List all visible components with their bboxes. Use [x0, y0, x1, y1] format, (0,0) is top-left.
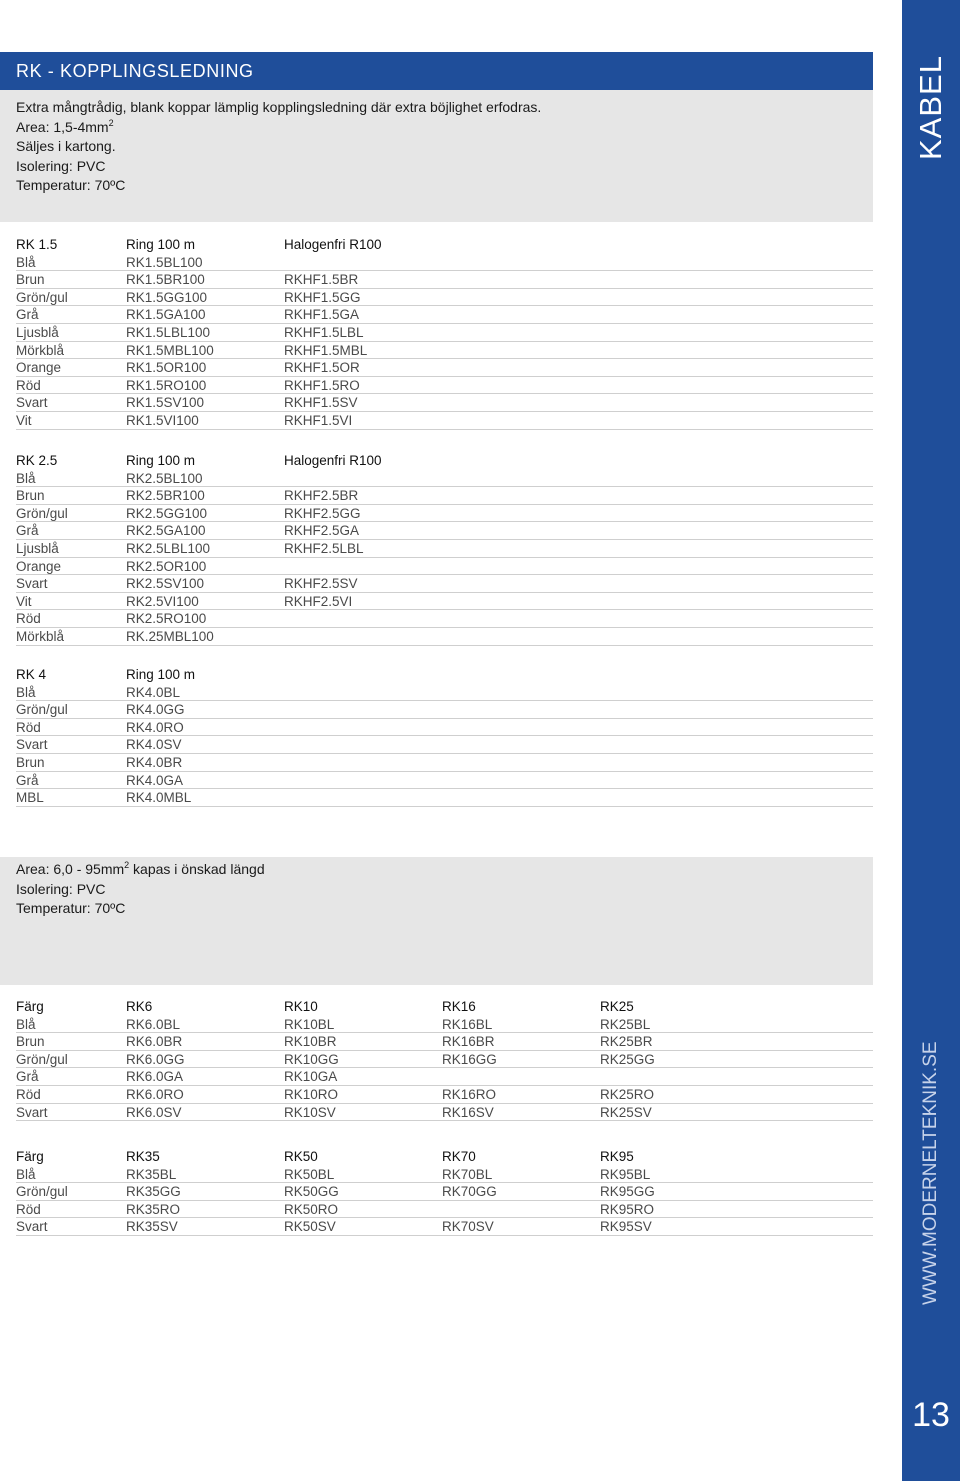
article-number-cell: RK4.0BL: [126, 684, 181, 700]
article-number-cell: RK70GG: [442, 1184, 497, 1200]
color-name-cell: Grå: [16, 307, 39, 323]
column-header: RK35: [126, 1149, 160, 1164]
table-row: [16, 412, 873, 430]
column-header: RK95: [600, 1149, 634, 1164]
column-header: RK 2.5: [16, 453, 58, 468]
table-row: [16, 736, 873, 754]
table-rk6-rk25: [16, 998, 873, 1121]
article-number-cell: RK95SV: [600, 1219, 652, 1235]
article-number-cell: [284, 470, 534, 487]
article-number-cell: RK.25MBL100: [126, 628, 214, 644]
large-insulation-spec: Isolering: PVC: [16, 880, 106, 897]
website-url[interactable]: WWW.MODERNELTEKNIK.SE: [920, 1041, 941, 1305]
article-number-cell: RK4.0SV: [126, 737, 182, 753]
article-number-cell: RK25GG: [600, 1051, 655, 1067]
article-number-cell: [284, 684, 534, 701]
table-row: [16, 306, 873, 324]
column-header: RK50: [284, 1149, 318, 1164]
article-number-cell: RKHF1.5OR: [284, 360, 360, 376]
article-number-cell: RK6.0RO: [126, 1086, 184, 1102]
page-number: 13: [912, 1396, 950, 1434]
color-name-cell: Röd: [16, 1086, 41, 1102]
article-number-cell: RK4.0MBL: [126, 790, 192, 806]
column-header: RK70: [442, 1149, 476, 1164]
column-header: RK16: [442, 999, 476, 1014]
article-number-cell: RK50GG: [284, 1184, 339, 1200]
article-number-cell: [600, 1068, 758, 1085]
color-name-cell: Grön/gul: [16, 702, 68, 718]
table-row: [16, 1218, 873, 1236]
article-number-cell: RK35SV: [126, 1219, 178, 1235]
column-header: Halogenfri R100: [284, 453, 382, 468]
table-rk35-rk95: [16, 1148, 873, 1236]
article-number-cell: [284, 558, 534, 575]
article-number-cell: RK16RO: [442, 1086, 497, 1102]
color-name-cell: Ljusblå: [16, 540, 59, 556]
table-rk-1-5: [16, 236, 873, 430]
article-number-cell: RK50SV: [284, 1219, 336, 1235]
area-superscript: 2: [108, 117, 114, 128]
article-number-cell: RK50BL: [284, 1166, 335, 1182]
article-number-cell: RK1.5RO100: [126, 377, 207, 393]
article-number-cell: RKHF1.5RO: [284, 377, 360, 393]
article-number-cell: RKHF1.5MBL: [284, 342, 368, 358]
table-row: [16, 271, 873, 289]
article-number-cell: RK1.5MBL100: [126, 342, 214, 358]
article-number-cell: RK10RO: [284, 1086, 339, 1102]
color-name-cell: Grå: [16, 1069, 39, 1085]
color-name-cell: Brun: [16, 754, 45, 770]
article-number-cell: RK10BL: [284, 1016, 335, 1032]
article-number-cell: RK4.0BR: [126, 754, 183, 770]
article-number-cell: RK1.5LBL100: [126, 324, 211, 340]
article-number-cell: RKHF2.5VI: [284, 593, 353, 609]
color-name-cell: Brun: [16, 488, 45, 504]
article-number-cell: RK16SV: [442, 1104, 494, 1120]
article-number-cell: RK35GG: [126, 1184, 181, 1200]
color-name-cell: Brun: [16, 272, 45, 288]
column-header: Ring 100 m: [126, 453, 196, 468]
article-number-cell: RK6.0BL: [126, 1016, 181, 1032]
article-number-cell: RK2.5VI100: [126, 593, 199, 609]
article-number-cell: [284, 701, 534, 718]
table-row: [16, 359, 873, 377]
article-number-cell: RK2.5BR100: [126, 488, 205, 504]
article-number-cell: RK10SV: [284, 1104, 336, 1120]
color-name-cell: Röd: [16, 377, 41, 393]
table-row: [16, 470, 873, 488]
article-number-cell: RK25BL: [600, 1016, 651, 1032]
table-row: [16, 772, 873, 790]
article-number-cell: RK2.5OR100: [126, 558, 207, 574]
article-number-cell: RKHF2.5GG: [284, 505, 361, 521]
article-number-cell: RK1.5GA100: [126, 307, 206, 323]
insulation-spec: Isolering: PVC: [16, 157, 106, 174]
large-area-superscript: 2: [124, 860, 130, 870]
article-number-cell: RK2.5GG100: [126, 505, 208, 521]
article-number-cell: RK4.0GA: [126, 772, 184, 788]
table-row: [16, 377, 873, 395]
table-row: [16, 1183, 873, 1201]
table-row: [16, 610, 873, 628]
color-name-cell: Röd: [16, 719, 41, 735]
column-header: RK10: [284, 999, 318, 1014]
table-row: [16, 394, 873, 412]
article-number-cell: RK1.5OR100: [126, 360, 207, 376]
color-name-cell: Ljusblå: [16, 324, 59, 340]
table-row: [16, 289, 873, 307]
table-rk-2-5: [16, 452, 873, 646]
column-header: RK 4: [16, 667, 47, 682]
table-row: [16, 342, 873, 360]
table-header-row: [16, 1148, 873, 1166]
table-row: [16, 1104, 873, 1122]
article-number-cell: [284, 719, 534, 736]
table-row: [16, 1051, 873, 1069]
article-number-cell: RKHF2.5LBL: [284, 540, 364, 556]
color-name-cell: Blå: [16, 1166, 36, 1182]
article-number-cell: RK35BL: [126, 1166, 177, 1182]
article-number-cell: RK16GG: [442, 1051, 497, 1067]
article-number-cell: RK95RO: [600, 1201, 655, 1217]
color-name-cell: Orange: [16, 558, 62, 574]
article-number-cell: RK4.0GG: [126, 702, 185, 718]
article-number-cell: RKHF2.5GA: [284, 523, 360, 539]
article-number-cell: RK4.0RO: [126, 719, 184, 735]
color-name-cell: Röd: [16, 1201, 41, 1217]
temperature-spec: Temperatur: 70ºC: [16, 177, 126, 193]
article-number-cell: [284, 610, 534, 627]
product-description: Extra mångtrådig, blank koppar lämplig kopplingsledning där extra böjlighet erfodras.: [16, 99, 542, 115]
table-row: [16, 1086, 873, 1104]
article-number-cell: RKHF2.5SV: [284, 576, 358, 592]
large-area-spec: [16, 860, 857, 880]
article-number-cell: RKHF1.5VI: [284, 412, 353, 428]
column-header: RK25: [600, 999, 634, 1014]
color-name-cell: Brun: [16, 1034, 45, 1050]
color-name-cell: Mörkblå: [16, 628, 65, 644]
table-header-row: [16, 452, 873, 470]
column-header: RK 1.5: [16, 237, 58, 252]
color-name-cell: Grön/gul: [16, 505, 68, 521]
article-number-cell: RK2.5SV100: [126, 576, 205, 592]
article-number-cell: RK1.5GG100: [126, 289, 208, 305]
table-row: [16, 754, 873, 772]
article-number-cell: RKHF1.5LBL: [284, 324, 364, 340]
article-number-cell: [284, 754, 534, 771]
article-number-cell: RK35RO: [126, 1201, 181, 1217]
article-number-cell: RK25SV: [600, 1104, 652, 1120]
article-number-cell: [284, 736, 534, 753]
color-name-cell: Grå: [16, 772, 39, 788]
article-number-cell: RK6.0GA: [126, 1069, 184, 1085]
article-number-cell: RK70BL: [442, 1166, 493, 1182]
color-name-cell: Blå: [16, 1016, 36, 1032]
article-number-cell: [284, 254, 534, 271]
table-row: [16, 684, 873, 702]
color-name-cell: Grön/gul: [16, 289, 68, 305]
large-area-suffix: kapas i önskad längd: [129, 861, 265, 877]
column-header: RK6: [126, 999, 153, 1014]
color-name-cell: Vit: [16, 593, 32, 609]
article-number-cell: RKHF1.5GA: [284, 307, 360, 323]
product-title-bar: [0, 52, 873, 90]
table-row: [16, 558, 873, 576]
color-name-cell: Blå: [16, 470, 36, 486]
article-number-cell: RK95BL: [600, 1166, 651, 1182]
table-row: [16, 1068, 873, 1086]
color-name-cell: Mörkblå: [16, 342, 65, 358]
table-header-row: [16, 666, 873, 684]
article-number-cell: RK70SV: [442, 1219, 494, 1235]
column-header: Färg: [16, 1149, 44, 1164]
article-number-cell: RK10BR: [284, 1034, 337, 1050]
color-name-cell: Blå: [16, 684, 36, 700]
color-name-cell: Svart: [16, 1219, 48, 1235]
color-name-cell: Grön/gul: [16, 1184, 68, 1200]
color-name-cell: Orange: [16, 360, 62, 376]
color-name-cell: Blå: [16, 254, 36, 270]
column-header: Ring 100 m: [126, 237, 196, 252]
table-row: [16, 789, 873, 807]
article-number-cell: RK1.5SV100: [126, 395, 205, 411]
article-number-cell: RK16BR: [442, 1034, 495, 1050]
package-info: Säljes i kartong.: [16, 138, 116, 154]
article-number-cell: RK1.5BR100: [126, 272, 205, 288]
color-name-cell: Svart: [16, 1104, 48, 1120]
article-number-cell: RK10GA: [284, 1069, 338, 1085]
large-area-text: Area: 6,0 - 95mm: [16, 861, 125, 877]
article-number-cell: [284, 628, 534, 645]
article-number-cell: RK25BR: [600, 1034, 653, 1050]
table-row: [16, 719, 873, 737]
article-number-cell: RKHF1.5BR: [284, 272, 359, 288]
table-row: [16, 505, 873, 523]
color-name-cell: Röd: [16, 611, 41, 627]
color-name-cell: MBL: [16, 790, 44, 806]
color-name-cell: Svart: [16, 395, 48, 411]
table-header-row: [16, 998, 873, 1016]
table-row: [16, 575, 873, 593]
column-header: Halogenfri R100: [284, 237, 382, 252]
article-number-cell: RK6.0SV: [126, 1104, 182, 1120]
color-name-cell: Grön/gul: [16, 1051, 68, 1067]
article-number-cell: RK50RO: [284, 1201, 339, 1217]
article-number-cell: [442, 1201, 600, 1218]
table-row: [16, 701, 873, 719]
table-rk-4: [16, 666, 873, 807]
article-number-cell: RK2.5BL100: [126, 470, 203, 486]
table-row: [16, 1201, 873, 1219]
color-name-cell: Svart: [16, 737, 48, 753]
table-row: [16, 593, 873, 611]
table-row: [16, 522, 873, 540]
color-name-cell: Svart: [16, 576, 48, 592]
color-name-cell: Vit: [16, 412, 32, 428]
article-number-cell: RK1.5VI100: [126, 412, 199, 428]
article-number-cell: RKHF1.5SV: [284, 395, 358, 411]
article-number-cell: RKHF1.5GG: [284, 289, 361, 305]
article-number-cell: RK1.5BL100: [126, 254, 203, 270]
column-header: [284, 666, 534, 684]
category-label: KABEL: [913, 55, 948, 160]
article-number-cell: RK2.5LBL100: [126, 540, 211, 556]
table-row: [16, 1166, 873, 1184]
article-number-cell: [284, 789, 534, 806]
table-row: [16, 254, 873, 272]
table-row: [16, 540, 873, 558]
large-area-info-box: [0, 857, 873, 985]
color-name-cell: Grå: [16, 523, 39, 539]
table-row: [16, 628, 873, 646]
article-number-cell: RK25RO: [600, 1086, 655, 1102]
column-header: Färg: [16, 999, 44, 1014]
product-info-box: [0, 90, 873, 222]
table-row: [16, 324, 873, 342]
product-title: RK - KOPPLINGSLEDNING: [16, 60, 254, 81]
article-number-cell: [284, 772, 534, 789]
table-row: [16, 1016, 873, 1034]
article-number-cell: [442, 1068, 600, 1085]
article-number-cell: RK6.0BR: [126, 1034, 183, 1050]
article-number-cell: RKHF2.5BR: [284, 488, 359, 504]
area-spec: [16, 118, 857, 138]
article-number-cell: RK2.5RO100: [126, 611, 207, 627]
article-number-cell: RK16BL: [442, 1016, 493, 1032]
table-row: [16, 487, 873, 505]
large-temperature-spec: Temperatur: 70ºC: [16, 900, 126, 916]
article-number-cell: RK95GG: [600, 1184, 655, 1200]
article-number-cell: RK6.0GG: [126, 1051, 185, 1067]
article-number-cell: RK10GG: [284, 1051, 339, 1067]
area-text: Area: 1,5-4mm: [16, 118, 109, 135]
column-header: Ring 100 m: [126, 667, 196, 682]
article-number-cell: RK2.5GA100: [126, 523, 206, 539]
table-row: [16, 1033, 873, 1051]
table-header-row: [16, 236, 873, 254]
